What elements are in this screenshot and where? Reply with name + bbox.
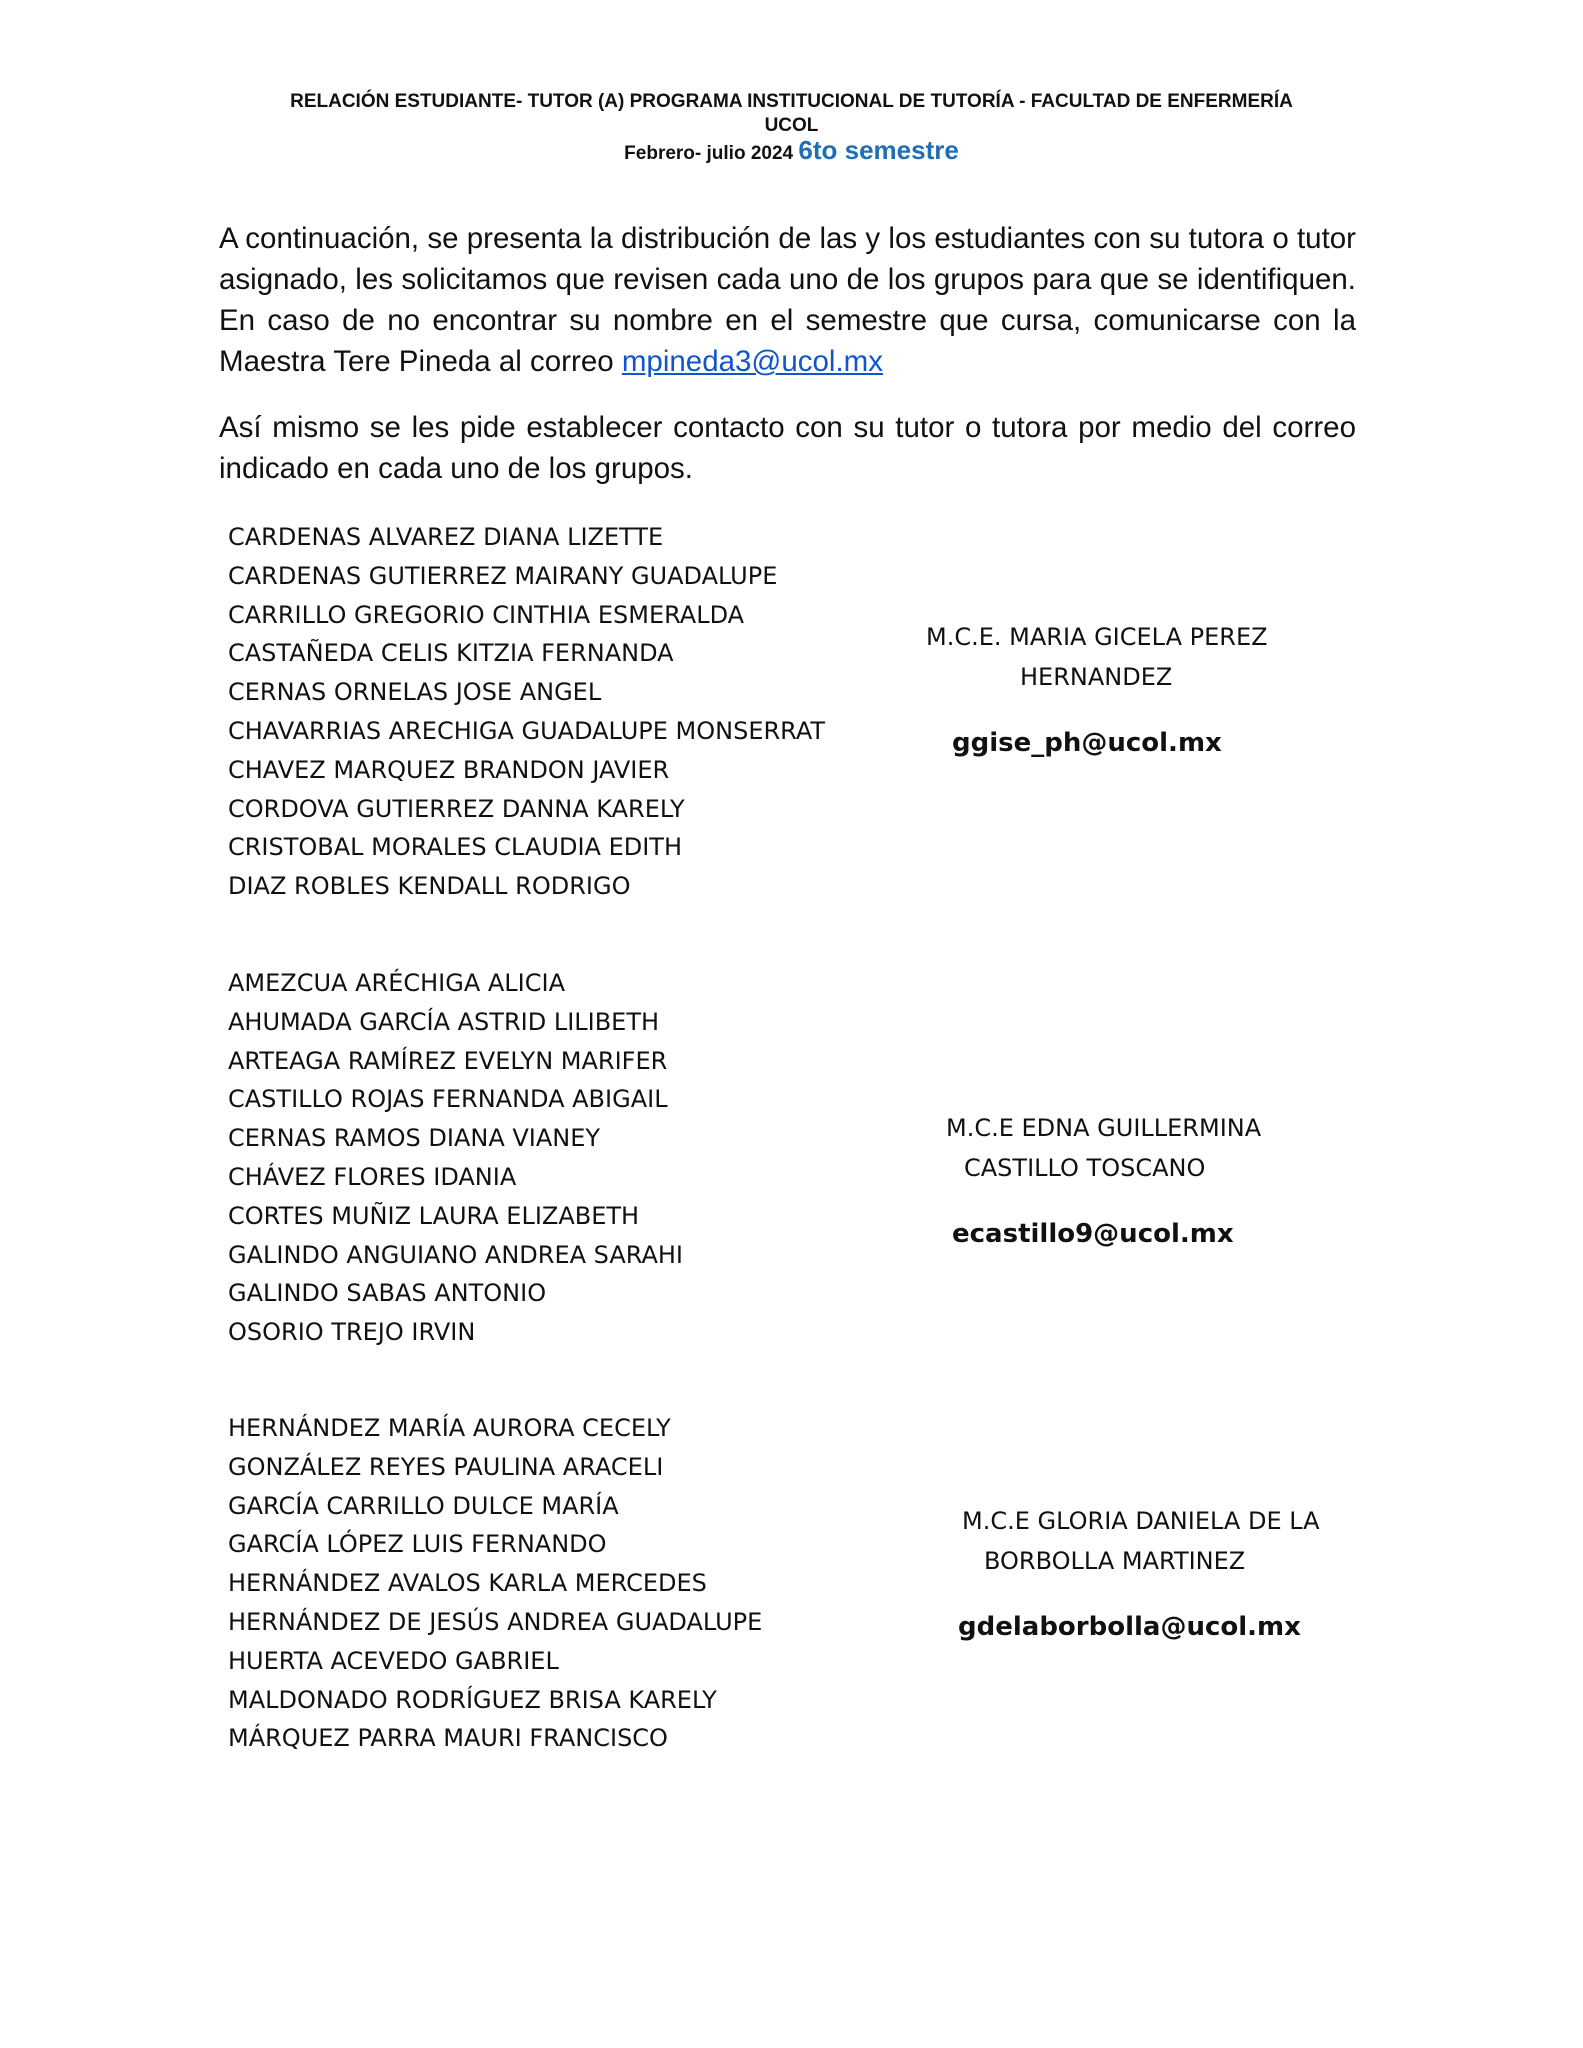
tutor-name: M.C.E. MARIA GICELA PEREZ [926, 623, 1268, 651]
student-name: CASTILLO ROJAS FERNANDA ABIGAIL [228, 1085, 668, 1114]
student-name: MALDONADO RODRÍGUEZ BRISA KARELY [228, 1685, 717, 1714]
student-name: CERNAS ORNELAS JOSE ANGEL [228, 678, 602, 707]
student-name: ARTEAGA RAMÍREZ EVELYN MARIFER [228, 1046, 668, 1075]
student-name: CASTAÑEDA CELIS KITZIA FERNANDA [228, 639, 674, 668]
student-name: GARCÍA LÓPEZ LUIS FERNANDO [228, 1530, 607, 1559]
document-title-line2: UCOL [764, 115, 819, 136]
student-name: CHAVEZ MARQUEZ BRANDON JAVIER [228, 755, 670, 784]
student-name: HERNÁNDEZ AVALOS KARLA MERCEDES [228, 1569, 707, 1598]
student-name: CARDENAS GUTIERREZ MAIRANY GUADALUPE [228, 561, 778, 590]
student-name: CHAVARRIAS ARECHIGA GUADALUPE MONSERRAT [228, 716, 826, 745]
tutor-block-1 [926, 617, 1268, 763]
tutor-name: M.C.E EDNA GUILLERMINA [946, 1114, 1262, 1142]
student-name: HERNÁNDEZ DE JESÚS ANDREA GUADALUPE [228, 1607, 763, 1636]
student-name: HERNÁNDEZ MARÍA AURORA CECELY [228, 1414, 671, 1442]
student-group-1 [228, 518, 825, 906]
tutor-email: ecastillo9@ucol.mx [952, 1219, 1234, 1249]
intro-paragraph-text: A continuación, se presenta la distribución de las y los estudiantes con su tutora o tutor asignado, les solicitamos que revisen cada uno de los grupos para que se identifiquen. En caso de no encontrar su nombre en el semestre que cursa, comunicarse con la Maestra Tere Pineda al correo [219, 222, 1356, 378]
contact-email-link[interactable]: mpineda3@ucol.mx [621, 345, 883, 378]
semester-label: 6to semestre [798, 135, 959, 165]
student-name: GALINDO ANGUIANO ANDREA SARAHI [228, 1240, 684, 1269]
student-name: CRISTOBAL MORALES CLAUDIA EDITH [228, 833, 682, 862]
student-name: CORTES MUÑIZ LAURA ELIZABETH [228, 1201, 640, 1230]
student-name: DIAZ ROBLES KENDALL RODRIGO [228, 872, 631, 901]
student-name: CHÁVEZ FLORES IDANIA [228, 1162, 517, 1191]
student-group-3 [228, 1409, 762, 1758]
document-header [230, 90, 1353, 166]
student-name: CERNAS RAMOS DIANA VIANEY [228, 1124, 601, 1153]
student-name: GALINDO SABAS ANTONIO [228, 1279, 547, 1308]
tutor-name-continued: CASTILLO TOSCANO [964, 1154, 1206, 1182]
period-row [230, 135, 1353, 166]
student-name: GARCÍA CARRILLO DULCE MARÍA [228, 1491, 619, 1520]
instruction-paragraph: Así mismo se les pide establecer contacto con su tutor o tutora por medio del correo indicado en cada uno de los grupos. [219, 411, 1356, 485]
tutor-email: ggise_ph@ucol.mx [952, 728, 1222, 758]
tutor-name-continued: HERNANDEZ [1020, 663, 1173, 691]
student-name: OSORIO TREJO IRVIN [228, 1318, 476, 1347]
tutor-block-3 [958, 1501, 1320, 1647]
tutor-name: M.C.E GLORIA DANIELA DE LA [962, 1507, 1320, 1535]
tutor-name-continued: BORBOLLA MARTINEZ [984, 1547, 1246, 1575]
student-name: AMEZCUA ARÉCHIGA ALICIA [228, 969, 566, 997]
student-name: CORDOVA GUTIERREZ DANNA KARELY [228, 794, 685, 823]
student-name: MÁRQUEZ PARRA MAURI FRANCISCO [228, 1724, 668, 1753]
student-name: CARDENAS ALVAREZ DIANA LIZETTE [228, 523, 664, 551]
period-dates: Febrero- julio 2024 [624, 143, 794, 164]
student-name: HUERTA ACEVEDO GABRIEL [228, 1646, 559, 1675]
tutor-block-2 [946, 1108, 1261, 1254]
student-name: AHUMADA GARCÍA ASTRID LILIBETH [228, 1007, 660, 1036]
student-name: CARRILLO GREGORIO CINTHIA ESMERALDA [228, 600, 745, 629]
student-name: GONZÁLEZ REYES PAULINA ARACELI [228, 1452, 664, 1481]
intro-paragraph [219, 218, 1356, 382]
document-title-line1: RELACIÓN ESTUDIANTE- TUTOR (A) PROGRAMA INSTITUCIONAL DE TUTORÍA - FACULTAD DE ENFERMERÍA [290, 91, 1293, 112]
student-group-2 [228, 964, 683, 1352]
tutor-email: gdelaborbolla@ucol.mx [958, 1612, 1301, 1642]
